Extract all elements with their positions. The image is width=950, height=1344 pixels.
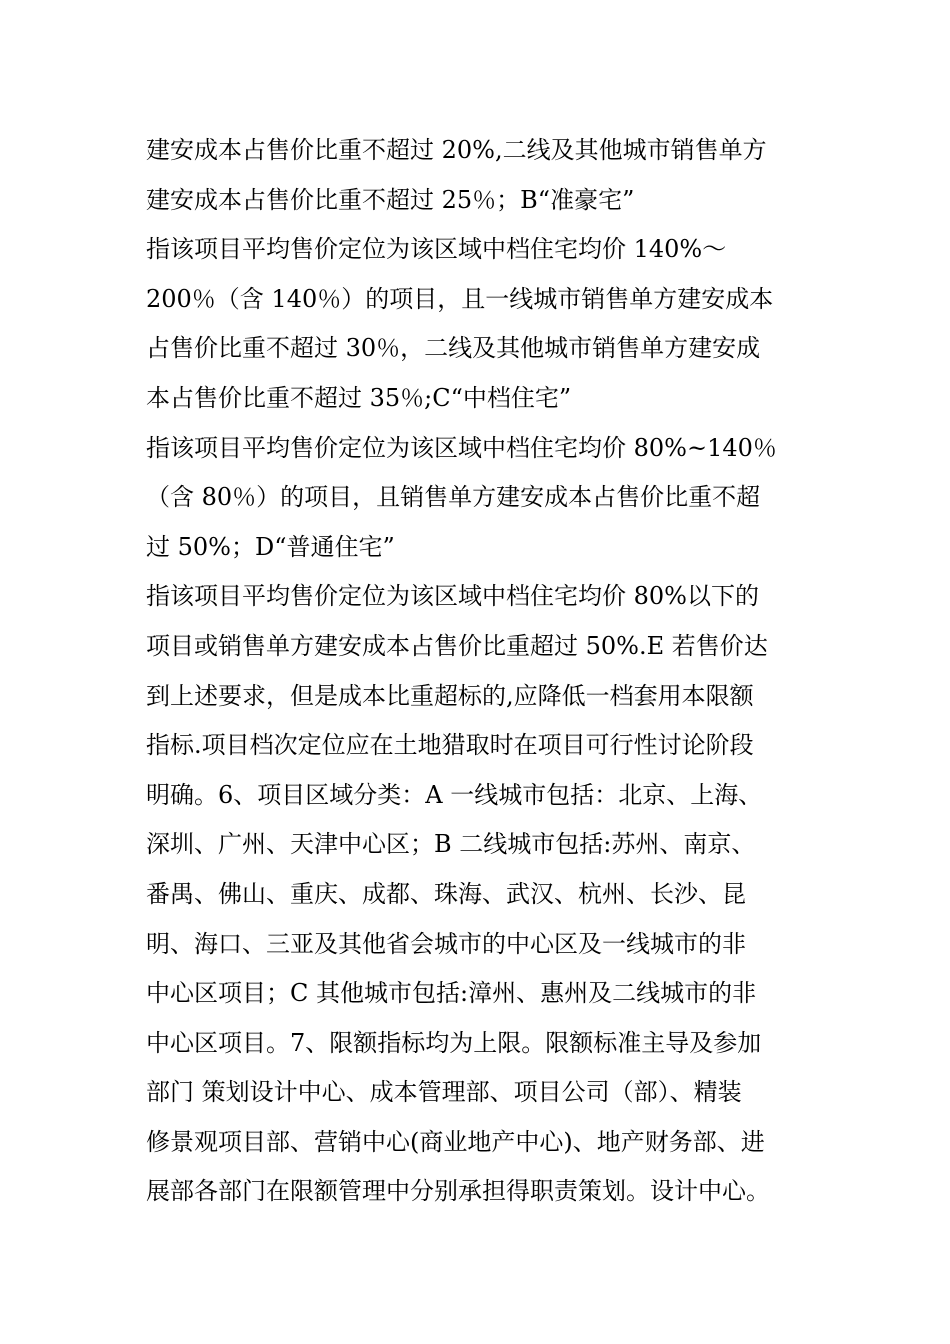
text-line: 过 50%；D“普通住宅” bbox=[146, 532, 395, 561]
text-line: 占售价比重不超过 30％，二线及其他城市销售单方建安成 bbox=[146, 334, 761, 363]
text-line: 展部各部门在限额管理中分别承担得职责策划。设计中心。 bbox=[146, 1177, 770, 1206]
text-line: 修景观项目部、营销中心(商业地产中心)、地产财务部、进 bbox=[146, 1127, 765, 1156]
text-line: 明确。6、项目区域分类：A 一线城市包括：北京、上海、 bbox=[146, 780, 763, 809]
text-line: 中心区项目；C 其他城市包括:漳州、惠州及二线城市的非 bbox=[146, 979, 757, 1008]
text-line: 到上述要求，但是成本比重超标的,应降低一档套用本限额 bbox=[146, 681, 754, 710]
text-line: 明、海口、三亚及其他省会城市的中心区及一线城市的非 bbox=[146, 929, 746, 958]
text-line: 指该项目平均售价定位为该区域中档住宅均价 80%~140％ bbox=[146, 433, 777, 462]
text-line: 指该项目平均售价定位为该区域中档住宅均价 80%以下的 bbox=[146, 582, 759, 611]
text-line: 200％（含 140％）的项目，且一线城市销售单方建安成本 bbox=[146, 284, 774, 313]
text-line: 部门 策划设计中心、成本管理部、项目公司（部）、精装 bbox=[146, 1078, 742, 1107]
text-line: 深圳、广州、天津中心区；B 二线城市包括:苏州、南京、 bbox=[146, 830, 756, 859]
text-line: 中心区项目。7、限额指标均为上限。限额标准主导及参加 bbox=[146, 1028, 762, 1057]
body-text bbox=[146, 126, 816, 1217]
text-line: 建安成本占售价比重不超过 25％；B“准豪宅” bbox=[146, 185, 635, 214]
text-line: 本占售价比重不超过 35％;C“中档住宅” bbox=[146, 383, 572, 412]
text-line: 项目或销售单方建安成本占售价比重超过 50%.E 若售价达 bbox=[146, 631, 768, 660]
text-line: 指该项目平均售价定位为该区域中档住宅均价 140%～ bbox=[146, 235, 727, 264]
text-line: 番禺、佛山、重庆、成都、珠海、武汉、杭州、长沙、昆 bbox=[146, 879, 746, 908]
text-line: 建安成本占售价比重不超过 20%,二线及其他城市销售单方 bbox=[146, 136, 767, 164]
text-line: 指标.项目档次定位应在土地猎取时在项目可行性讨论阶段 bbox=[146, 731, 754, 760]
text-line: （含 80％）的项目，且销售单方建安成本占售价比重不超 bbox=[146, 483, 761, 512]
